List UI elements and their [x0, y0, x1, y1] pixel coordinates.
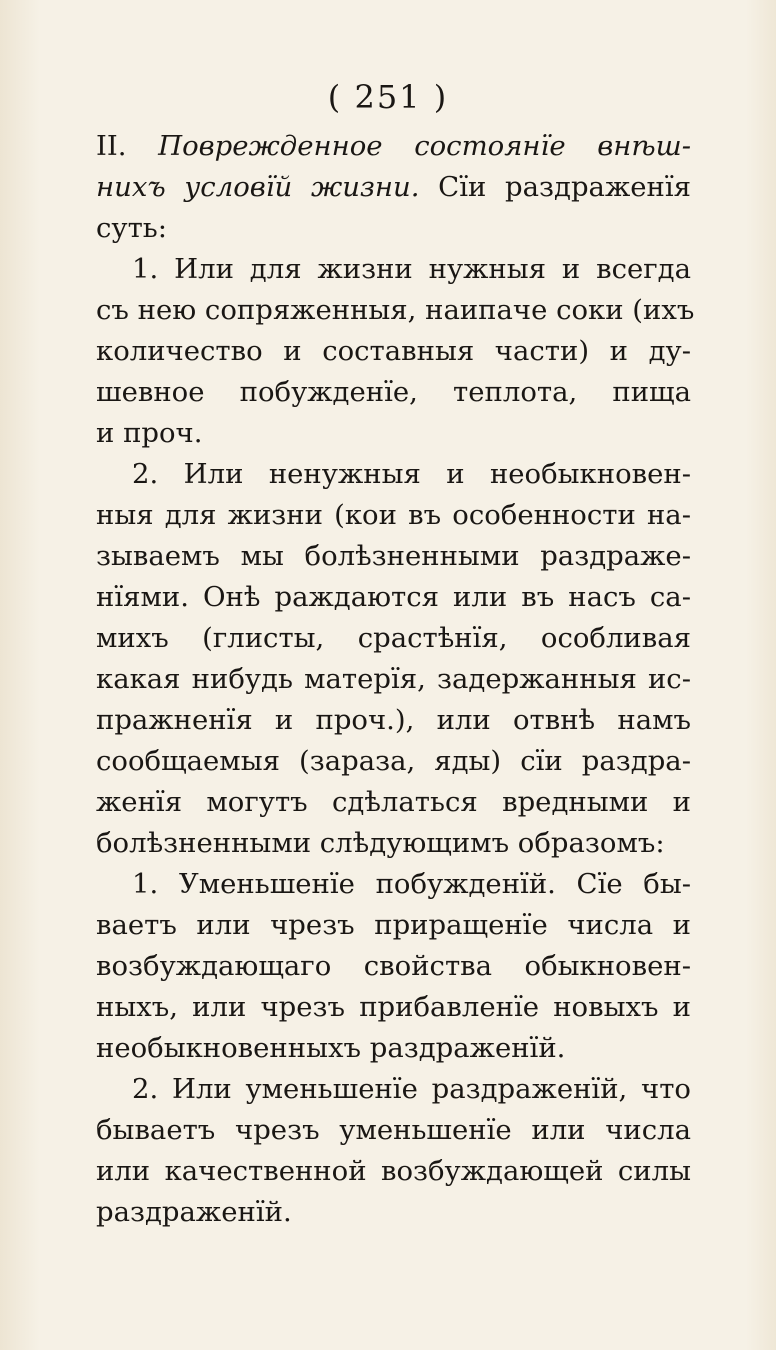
text-line: 1. Или для жизни нужныя и всегда [132, 253, 691, 285]
text-line [96, 167, 691, 208]
section-heading-part1: Поврежденное состоянїе внѣш- [158, 130, 691, 162]
text-line: бываетъ чрезъ уменьшенїе или числа [96, 1114, 691, 1146]
text-line: количество и составныя части) и ду- [96, 335, 691, 367]
text-line: болѣзненными слѣдующимъ образомъ: [96, 827, 665, 859]
text-line: и проч. [96, 417, 203, 449]
text-line: шевное побужденїе, теплота, пища [96, 376, 691, 408]
text-line: 2. Или уменьшенїе раздраженїй, что [132, 1073, 691, 1105]
text-line: михъ (глисты, срастѣнїя, особливая [96, 622, 691, 654]
text-line: ныхъ, или чрезъ прибавленїе новыхъ и [96, 991, 691, 1023]
text-line: сообщаемыя (зараза, яды) сїи раздра- [96, 745, 691, 777]
text-line: пражненїя и проч.), или отвнѣ намъ [96, 704, 691, 736]
text-line: суть: [96, 212, 168, 244]
text-line: ваетъ или чрезъ приращенїе числа и [96, 909, 691, 941]
text-line: необыкновенныхъ раздраженїй. [96, 1032, 566, 1064]
text-line: возбуждающаго свойства обыкновен- [96, 950, 691, 982]
text-line: 1. Уменьшенїе побужденїй. Сїе бы- [132, 868, 691, 900]
text-line [96, 126, 691, 167]
text-line: раздраженїй. [96, 1196, 292, 1228]
text-line: съ нею сопряженныя, наипаче соки (ихъ [96, 294, 695, 326]
section-heading-part2: нихъ условїй жизни. [96, 171, 420, 203]
text-line: 2. Или ненужныя и необыкновен- [132, 458, 691, 490]
page-number: ( 251 ) [327, 78, 449, 116]
text-line: зываемъ мы болѣзненными раздраже- [96, 540, 691, 572]
text-fragment: Сїи раздраженїя [438, 171, 691, 203]
text-line: ныя для жизни (кои въ особенности на- [96, 499, 691, 531]
text-line: нїями. Онѣ раждаются или въ насъ са- [96, 581, 691, 613]
text-line: или качественной возбуждающей силы [96, 1155, 691, 1187]
text-line: женїя могутъ сдѣлаться вредными и [96, 786, 691, 818]
text-line: какая нибудь матерїя, задержанныя ис- [96, 663, 691, 695]
body-text [96, 126, 695, 1233]
section-numeral: II. [96, 130, 127, 162]
